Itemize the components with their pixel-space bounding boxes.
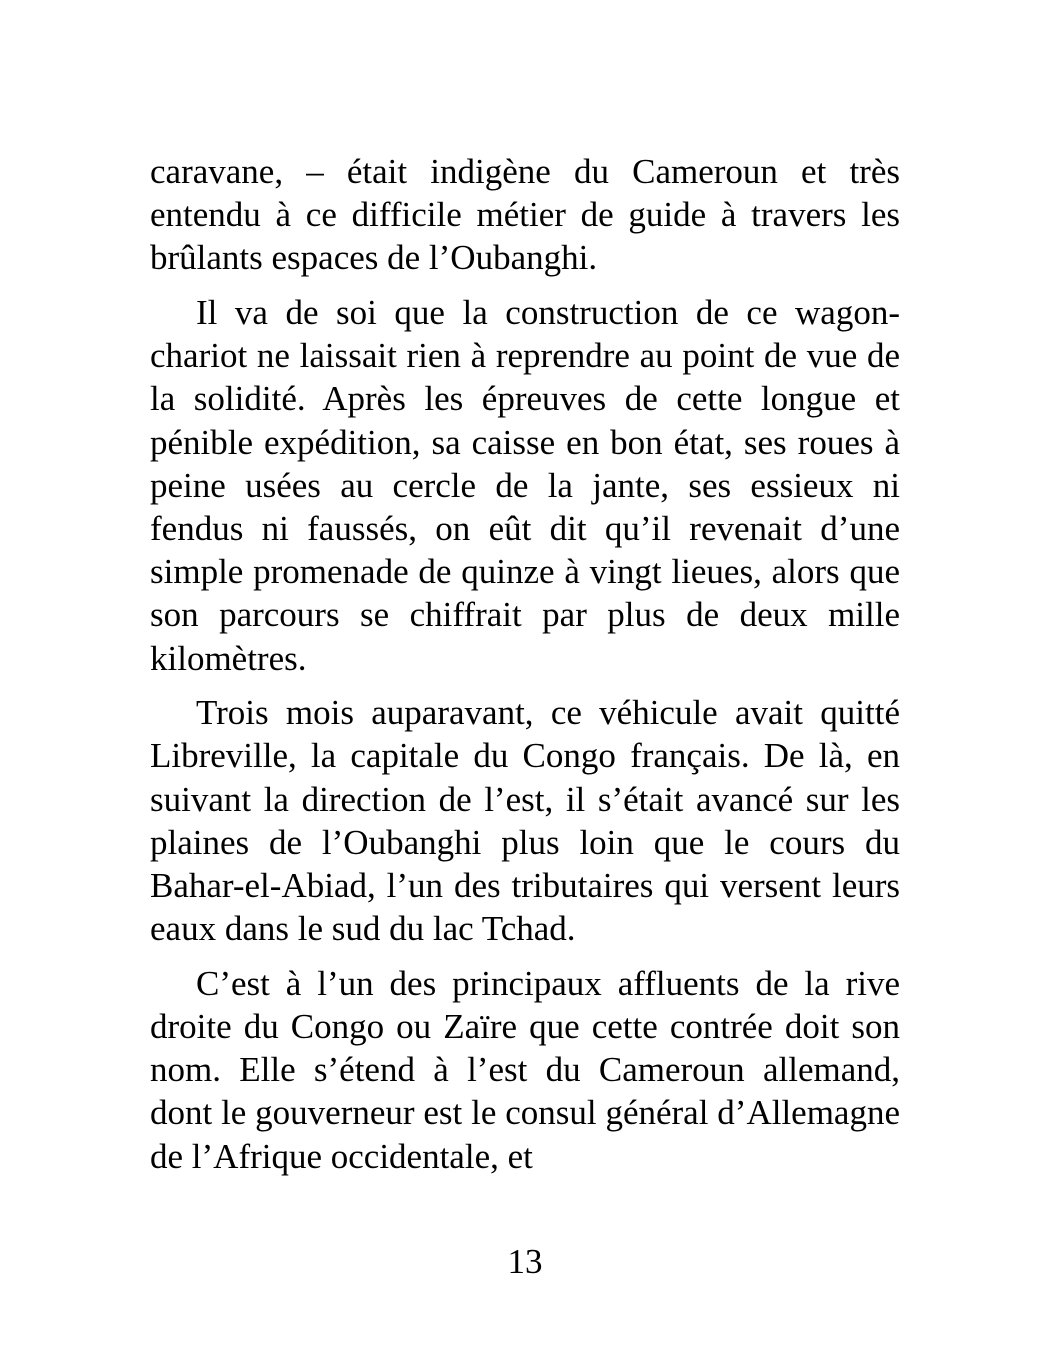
paragraph-4: C’est à l’un des principaux affluents de la rive droite du Congo ou Zaïre que cette contrée doit son nom. Elle s’étend à l’est du Cameroun allemand, dont le gouverneur est le consul général d’Allemagne de l’Afrique occidentale, et bbox=[150, 963, 900, 1176]
paragraph-1: caravane, – était indigène du Cameroun et très entendu à ce difficile métier de guide à travers les brûlants espaces de l’Oubanghi. bbox=[150, 152, 900, 278]
paragraph-3: Trois mois auparavant, ce véhicule avait quitté Libreville, la capitale du Congo français. De là, en suivant la direction de l’est, il s’était avancé sur les plaines de l’Oubanghi plus loin que le cours du Bahar-el-Abiad, l’un des tributaires qui versent leurs eaux dans le sud du lac Tchad. bbox=[150, 693, 900, 949]
paragraph-2: Il va de soi que la construction de ce wagon-chariot ne laissait rien à reprendre au point de vue de la solidité. Après les épreuves de cette longue et pénible expédition, sa caisse en bon état, ses roues à peine usées au cercle de la jante, ses essieux ni fendus ni faussés, on eût dit qu’il revenait d’une simple promenade de quinze à vingt lieues, alors que son parcours se chiffrait par plus de deux mille kilomètres. bbox=[150, 293, 900, 678]
page-body bbox=[150, 150, 900, 1189]
page-number: 13 bbox=[507, 1242, 543, 1281]
